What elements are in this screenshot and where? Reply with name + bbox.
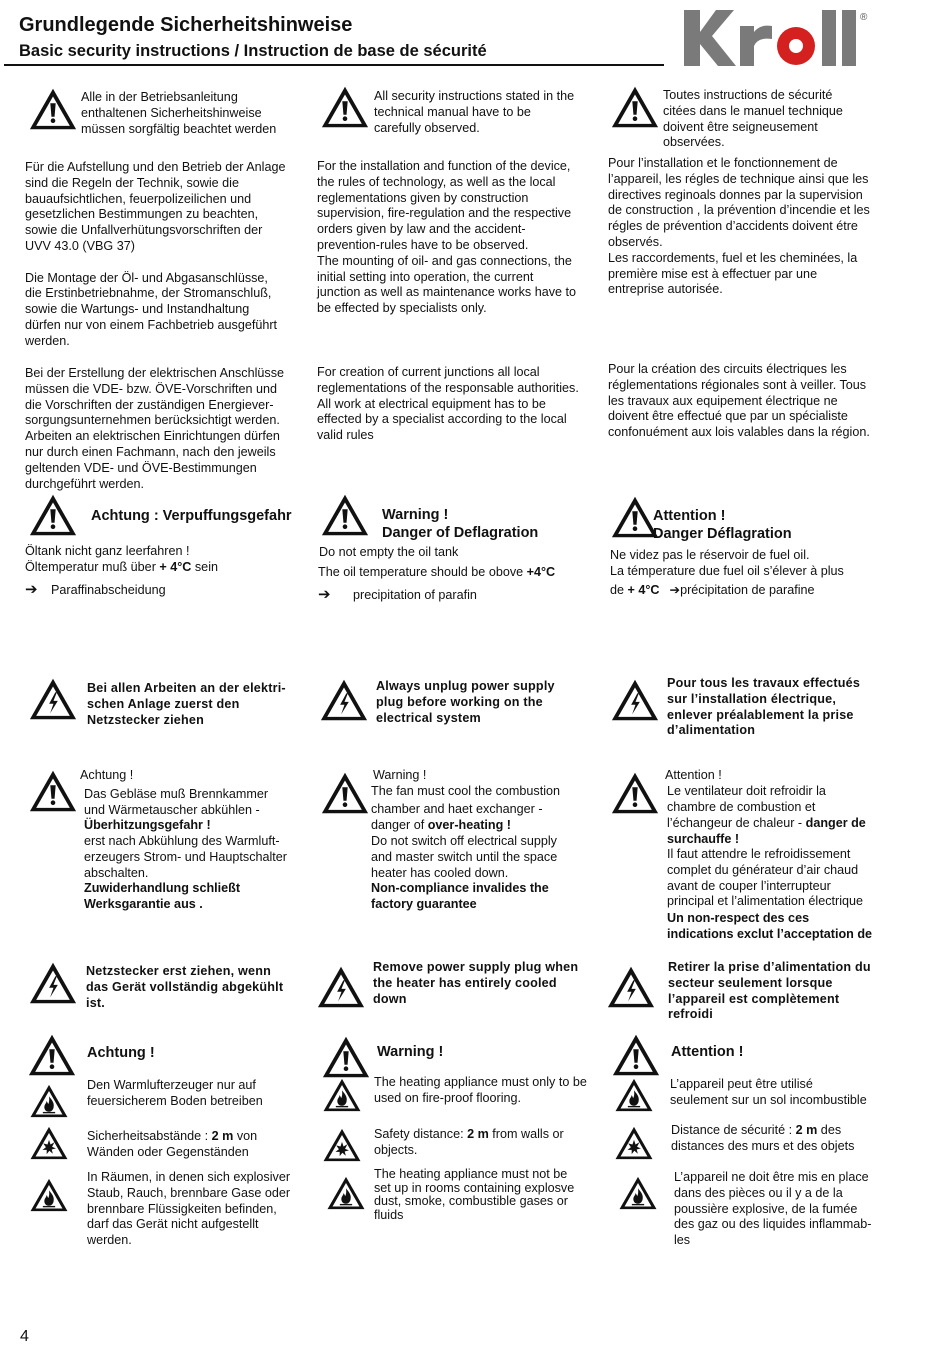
page-subtitle: Basic security instructions / Instruction de base de sécurité: [19, 42, 487, 60]
distance-value: 2 m: [467, 1127, 489, 1141]
page-title: Grundlegende Sicherheitshinweise: [19, 14, 353, 36]
warning-icon: [321, 1034, 371, 1080]
s6-en-p1: The fan must cool the combustion chamber and haet exchanger -: [371, 784, 561, 816]
text-fragment: Sicherheitsabstände :: [87, 1129, 212, 1143]
s8-de-t1: Den Warmlufterzeuger nur auf feuersicherem Boden betreiben: [87, 1078, 263, 1108]
temperature-value: + 4°C: [159, 560, 192, 574]
s5-fr-text: Pour tous les travaux effectués sur l’installation électrique, enlever préalablement la prise d’alimentation: [667, 676, 861, 738]
overheating-warning: over-heating !: [427, 818, 511, 832]
s2-fr-text: Pour l’installation et le fonctionnement de l’appareil, les régles de technique ainsi que les directives reginoals donnes par la supervision de construction , la prévention d’incendie et les régles de prévention d’accidents doivent étre observés. Les raccordements, fuel et les cheminées, la première mise est à effectuer par une entreprise autorisée.: [608, 156, 870, 297]
s2-de-text: Für die Aufstellung und den Betrieb der Anlage sind die Regeln der Technik, sowie die bauaufsichtlichen, feuerpolizeilichen und gesetzlichen Bestimmungen zu beachten, sowie die Unfallverhütungsvorschriften der UVV 43.0 (VBG 37) Die Montage der Öl- und Abgasanschlüsse, die Erstinbetriebnahme, der Stromanschluß, sowie die Wartungs- und Instandhaltung dürfen nur von einem Fachbetrieb ausgeführt werden.: [25, 160, 286, 348]
s6-de-p2: Überhitzungsgefahr !: [84, 818, 211, 832]
text-fragment: from walls or objects.: [374, 1127, 564, 1157]
electrical-hazard-icon: [606, 964, 656, 1010]
s2-en-text: For the installation and function of the device, the rules of technology, as well as the local reglementations given by construction supervision, fire-regulation and the respective orders given by law and the accident- prevention-rules have to be observed. The mounting of oil- and gas connections, the initial setting into operation, the current junction as well as maintenance works have to be effected by specialists only.: [317, 159, 577, 316]
header-divider: [4, 64, 664, 66]
s4-en-line3: [318, 585, 477, 603]
warning-icon: [610, 84, 660, 130]
s5-de-text: Bei allen Arbeiten an der elektri- schen Anlage zuerst den Netzstecker ziehen: [87, 681, 286, 727]
arrow-right-icon: ➔: [25, 581, 38, 598]
fire-hazard-icon: [618, 1174, 658, 1212]
s6-fr-p3: Il faut attendre le refroidissement complet du générateur d’air chaud avant de couper l’interrupteur principal et l’alimentation électrique: [667, 847, 864, 909]
warning-icon: [28, 492, 78, 538]
electrical-hazard-icon: [28, 960, 78, 1006]
s6-de-p3: erst nach Abkühlung des Warmluft- erzeugers Strom- und Hauptschalter abschalten.: [84, 834, 287, 880]
s6-fr-p4: Un non-respect des ces indications exclut l’acceptation de: [667, 911, 873, 941]
text-fragment: des distances des murs et des objets: [671, 1123, 855, 1153]
s4-de-line2: [25, 560, 218, 574]
s8-en-t2: [374, 1127, 564, 1159]
s3-de-text: Bei der Erstellung der elektrischen Anschlüsse müssen die VDE- bzw. ÖVE-Vorschriften und die Vorschriften der zuständigen Energiever- sorgungsunternehmen berücksichtigt werden. Arbeiten an elektrischen Einrichtungen dürfen nur durch einen Fachmann, nach den jeweils geltenden VDE- und ÖVE-Bestimmungen durchgeführt werden.: [25, 366, 285, 491]
fire-hazard-icon: [614, 1076, 654, 1114]
temperature-value: +4°C: [526, 565, 556, 579]
s4-fr-line1: Ne videz pas le réservoir de fuel oil.: [610, 548, 810, 562]
warning-icon: [610, 770, 660, 816]
s4-en-line2: [318, 565, 555, 579]
s8-fr-heading: Attention !: [671, 1044, 744, 1060]
text-fragment: danger of: [371, 818, 428, 832]
explosion-hazard-icon: [614, 1124, 654, 1162]
s6-fr-p2: [667, 816, 866, 848]
electrical-hazard-icon: [319, 677, 369, 723]
s4-en-line1: Do not empty the oil tank: [319, 545, 459, 559]
s7-de-text: Netzstecker erst ziehen, wenn das Gerät vollständig abgekühlt ist.: [86, 964, 284, 1010]
s1-en-text: All security instructions stated in the technical manual have to be carefully observed.: [374, 89, 575, 135]
explosion-hazard-icon: [322, 1126, 362, 1164]
warning-icon: [320, 492, 370, 538]
warning-icon: [611, 1032, 661, 1078]
s4-fr-heading: Attention ! Danger Déflagration: [653, 508, 792, 542]
text-fragment: von Wänden oder Gegenständen: [87, 1129, 258, 1159]
s8-en-t3: The heating appliance must not be set up in rooms containing explosve dust, smoke, combustible gases or fluids: [374, 1167, 575, 1222]
warning-icon: [28, 86, 78, 132]
s6-fr-heading: Attention !: [665, 768, 722, 782]
s5-en-text: Always unplug power supply plug before working on the electrical system: [376, 679, 555, 725]
text-fragment: l’échangeur de chaleur -: [667, 816, 806, 830]
s4-fr-line3: [610, 582, 815, 597]
warning-icon: [27, 1032, 77, 1078]
s6-en-p3: Do not switch off electrical supply and master switch until the space heater has cooled down.: [371, 834, 558, 880]
warning-icon: [320, 770, 370, 816]
s7-fr-text: Retirer la prise d’alimentation du secteur seulement lorsque l’appareil est complètement refroidi: [668, 960, 871, 1022]
kroll-logo: [682, 6, 882, 70]
fire-hazard-icon: [29, 1082, 69, 1120]
fire-hazard-icon: [322, 1076, 362, 1114]
s3-fr-text: Pour la création des circuits électriques les réglementations régionales sont à veiller. Tous les travaux aux equipement électrique ne doivent être effectué que par un spécialiste confonuément aux lois valables dans la région.: [608, 362, 870, 440]
s6-de-p1: Das Gebläse muß Brennkammer und Wärmetauscher abkühlen -: [84, 787, 269, 817]
s1-de-text: Alle in der Betriebsanleitung enthaltenen Sicherheitshinweise müssen sorgfältig beachtet werden: [81, 90, 277, 136]
warning-icon: [28, 768, 78, 814]
s8-fr-t2: [671, 1123, 854, 1155]
s7-en-text: Remove power supply plug when the heater has entirely cooled down: [373, 960, 579, 1006]
explosion-hazard-icon: [29, 1124, 69, 1162]
s8-de-t2: [87, 1129, 257, 1161]
distance-value: 2 m: [211, 1129, 234, 1143]
s8-de-t3: In Räumen, in denen sich explosiver Staub, Rauch, brennbare Gase oder brennbare Flüssigkeiten befinden, darf das Gerät nicht aufgestellt werden.: [87, 1170, 291, 1248]
s6-en-p4: Non-compliance invalides the factory guarantee: [371, 881, 549, 911]
text-fragment: precipitation of parafin: [353, 588, 477, 602]
electrical-hazard-icon: [316, 964, 366, 1010]
s8-fr-t3: L’appareil ne doit être mis en place dans des pièces ou il y a de la poussière explosive, de la fumée des gaz ou des liquides inflammab- les: [674, 1170, 872, 1248]
text-fragment: The oil temperature should be obove: [318, 565, 527, 579]
fire-hazard-icon: [326, 1174, 366, 1212]
s4-fr-line2: La témperature due fuel oil s’élever à plus: [610, 564, 844, 578]
s8-en-heading: Warning !: [377, 1044, 444, 1060]
temperature-value: + 4°C: [627, 583, 660, 597]
fire-hazard-icon: [29, 1176, 69, 1214]
page-number: 4: [20, 1328, 29, 1345]
text-fragment: Paraffinabscheidung: [51, 583, 166, 597]
s4-en-heading: Warning ! Danger of Deflagration: [382, 507, 539, 541]
distance-value: 2 m: [795, 1123, 818, 1137]
warning-icon: [320, 84, 370, 130]
text-fragment: précipitation de parafine: [680, 583, 815, 597]
registered-mark: ®: [860, 12, 868, 23]
text-fragment: de: [610, 583, 628, 597]
s3-en-text: For creation of current junctions all local reglementations of the responsable authorities. All work at electrical equipment has to be effected by a specialist according to the local valid rules: [317, 365, 579, 443]
s6-de-p4: Zuwiderhandlung schließt Werksgarantie aus .: [84, 881, 241, 911]
s6-de-heading: Achtung !: [80, 768, 134, 782]
arrow-right-icon: ➔: [669, 583, 681, 597]
arrow-right-icon: ➔: [318, 586, 331, 603]
electrical-hazard-icon: [28, 676, 78, 722]
text-fragment: Öltemperatur muß über: [25, 560, 160, 574]
s4-de-line1: Öltank nicht ganz leerfahren !: [25, 544, 190, 558]
s8-fr-t1: L’appareil peut être utilisé seulement sur un sol incombustible: [670, 1077, 867, 1107]
overheating-warning: danger de surchauffe !: [667, 816, 866, 846]
s6-en-heading: Warning !: [373, 768, 427, 782]
s4-de-line3: [25, 580, 166, 598]
text-fragment: Distance de sécurité :: [671, 1123, 796, 1137]
text-fragment: sein: [191, 560, 218, 574]
electrical-hazard-icon: [610, 677, 660, 723]
s6-fr-p1: Le ventilateur doit refroidir la chambre de combustion et: [667, 784, 826, 814]
s8-en-t1: The heating appliance must only to be used on fire-proof flooring.: [374, 1075, 587, 1105]
text-fragment: Safety distance:: [374, 1127, 468, 1141]
s1-fr-text: Toutes instructions de sécurité citées dans le manuel technique doivent être seigneusement observées.: [663, 88, 843, 150]
s4-de-heading: Achtung : Verpuffungsgefahr: [91, 508, 292, 524]
s8-de-heading: Achtung !: [87, 1045, 155, 1061]
s6-en-p2: [371, 818, 511, 834]
